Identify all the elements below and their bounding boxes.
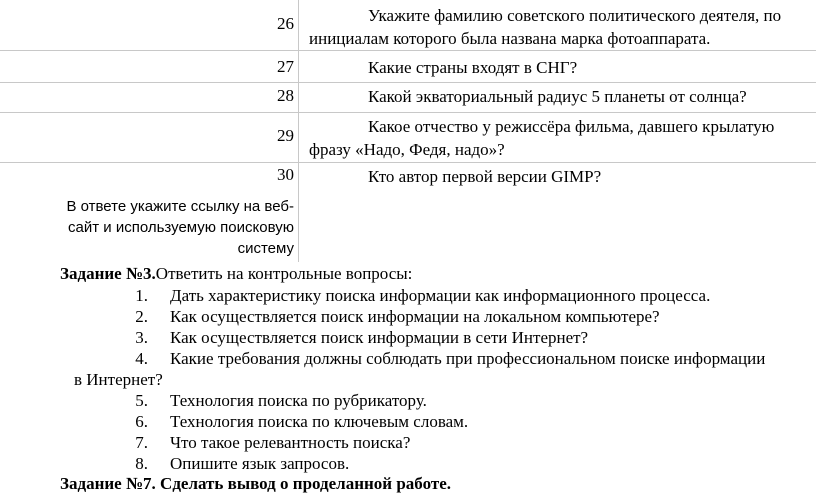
answer-note: В ответе укажите ссылку на веб-сайт и используемую поисковую систему	[66, 198, 294, 257]
task3-heading: Задание №3.Ответить на контрольные вопросы:	[60, 264, 413, 283]
row-number: 29	[277, 126, 294, 145]
row-number: 30	[277, 165, 294, 184]
row-question: Какие страны входят в СНГ?	[368, 58, 578, 77]
row-number: 28	[277, 86, 294, 105]
task7-heading: Задание №7. Сделать вывод о проделанной работе.	[60, 474, 452, 493]
row-question: Кто автор первой версии GIMP?	[368, 167, 602, 186]
row-question: Какое отчество у режиссёра фильма, давшего крылатую фразу «Надо, Федя, надо»?	[309, 117, 775, 159]
row-question: Укажите фамилию советского политического деятеля, по инициалам которого была названа марка фотоаппарата.	[309, 6, 782, 48]
list-item-continuation: в Интернет?	[74, 370, 163, 389]
row-number: 27	[277, 57, 294, 76]
row-number: 26	[277, 14, 294, 33]
row-question: Какой экваториальный радиус 5 планеты от солнца?	[368, 87, 747, 106]
